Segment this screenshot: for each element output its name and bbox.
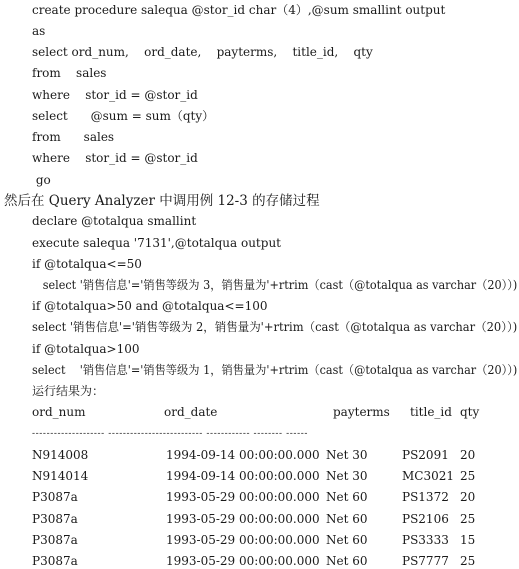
cell-ord-date: 1993-05-29 00:00:00.000: [166, 512, 320, 526]
col-header-ord-date: ord_date: [164, 405, 218, 419]
cell-payterms: Net 30: [326, 448, 368, 462]
col-header-title-id: title_id: [410, 405, 452, 419]
cell-qty: 25: [460, 512, 476, 526]
cell-payterms: Net 30: [326, 469, 368, 483]
code-line: if @totalqua>100: [32, 342, 140, 356]
code-line: from sales: [32, 130, 115, 144]
cell-qty: 15: [460, 533, 476, 547]
cell-ord-date: 1993-05-29 00:00:00.000: [166, 554, 320, 568]
cell-title-id: PS2106: [402, 512, 449, 526]
cell-ord-date: 1994-09-14 00:00:00.000: [166, 448, 320, 462]
cell-ord-date: 1993-05-29 00:00:00.000: [166, 533, 320, 547]
cell-ord-num: P3087a: [32, 554, 78, 568]
code-line: if @totalqua<=50: [32, 257, 142, 271]
code-line: where stor_id = @stor_id: [32, 151, 198, 165]
code-line: select ord_num, ord_date, payterms, title_id, qty: [32, 45, 373, 59]
code-line: if @totalqua>50 and @totalqua<=100: [32, 299, 268, 313]
cell-ord-date: 1994-09-14 00:00:00.000: [166, 469, 320, 483]
cell-title-id: PS3333: [402, 533, 449, 547]
cell-qty: 25: [460, 554, 476, 568]
code-line: where stor_id = @stor_id: [32, 88, 198, 102]
code-line: select @sum = sum（qty）: [32, 109, 215, 123]
cell-qty: 20: [460, 490, 476, 504]
body-paragraph: 然后在 Query Analyzer 中调用例 12-3 的存储过程: [4, 193, 320, 209]
col-header-ord-num: ord_num: [32, 405, 86, 419]
cell-ord-num: P3087a: [32, 533, 78, 547]
cell-title-id: PS1372: [402, 490, 449, 504]
code-line: as: [32, 24, 46, 38]
code-line: select '销售信息'='销售等级为 3，销售量为'+rtrim（cast（@totalqua as varchar（20））): [32, 278, 518, 292]
cell-payterms: Net 60: [326, 490, 368, 504]
code-line: from sales: [32, 66, 107, 80]
cell-title-id: PS7777: [402, 554, 449, 568]
cell-title-id: MC3021: [402, 469, 455, 483]
cell-ord-num: P3087a: [32, 490, 78, 504]
cell-qty: 25: [460, 469, 476, 483]
col-header-payterms: payterms: [333, 405, 390, 419]
table-separator: -------------------- -------------------------- ------------ -------- ------: [32, 429, 308, 439]
code-line: declare @totalqua smallint: [32, 214, 197, 228]
col-header-qty: qty: [460, 405, 480, 419]
result-label: 运行结果为：: [32, 384, 105, 398]
cell-ord-date: 1993-05-29 00:00:00.000: [166, 490, 320, 504]
code-line: select '销售信息'='销售等级为 2，销售量为'+rtrim（cast（@totalqua as varchar（20））): [32, 320, 518, 334]
cell-payterms: Net 60: [326, 512, 368, 526]
cell-payterms: Net 60: [326, 533, 368, 547]
code-line: go: [32, 173, 51, 187]
cell-ord-num: N914008: [32, 448, 89, 462]
cell-qty: 20: [460, 448, 476, 462]
code-line: select '销售信息'='销售等级为 1，销售量为'+rtrim（cast（@totalqua as varchar（20））): [32, 363, 518, 377]
cell-ord-num: N914014: [32, 469, 89, 483]
code-line: execute salequa '7131',@totalqua output: [32, 236, 281, 250]
code-line: create procedure salequa @stor_id char（4）,@sum smallint output: [32, 3, 446, 17]
cell-title-id: PS2091: [402, 448, 449, 462]
cell-ord-num: P3087a: [32, 512, 78, 526]
cell-payterms: Net 60: [326, 554, 368, 568]
